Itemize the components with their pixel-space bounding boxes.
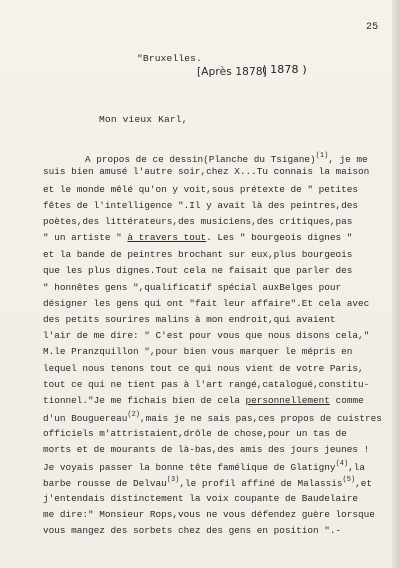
line-text: , je me — [328, 154, 368, 165]
line-text: désigner les gens qui ont "fait leur affaire".Et cela avec — [43, 298, 370, 309]
line-text: morts et de mourants de là-bas,des amis des jours jeunes ! — [43, 444, 370, 455]
line-text: lequel nous tenons tout ce qui nous vient de votre Paris, — [43, 363, 364, 374]
line-text: . Les " bourgeois dignes " — [206, 232, 353, 243]
letter-place: "Bruxelles. — [137, 53, 202, 64]
letter-line — [43, 444, 369, 455]
letter-line — [43, 216, 352, 227]
line-text: j'entendais distinctement la voix coupante de Baudelaire — [43, 493, 359, 504]
letter-line — [43, 525, 341, 536]
page-number: 25 — [366, 22, 379, 33]
line-text: ,mais je ne sais pas,ces propos de cuistres — [140, 413, 382, 424]
letter-line — [43, 314, 336, 325]
letter-line — [43, 184, 358, 195]
letter-line — [43, 232, 352, 243]
letter-greeting: Mon vieux Karl, — [99, 114, 188, 125]
letter-line — [43, 166, 369, 177]
line-text: tionnel."Je me fichais bien de cela — [43, 395, 246, 406]
footnote-mark: (3) — [166, 476, 180, 484]
letter-line — [43, 346, 352, 357]
footnote-mark: (5) — [342, 476, 356, 484]
line-text: Je voyais passer la bonne tête famélique de Glatigny — [43, 462, 336, 473]
letter-line — [43, 428, 347, 439]
letter-line — [43, 493, 358, 504]
letter-line — [43, 298, 369, 309]
line-text: comme — [329, 395, 364, 406]
line-text: l'air de me dire: " C'est pour vous que nous disons cela," — [43, 330, 370, 341]
underlined-text: personnellement — [245, 395, 330, 406]
line-text: tout ce qui ne tient pas à l'art rangé,catalogué,constitu- — [43, 379, 370, 390]
letter-line — [43, 330, 369, 341]
letter-line — [43, 200, 358, 211]
line-text: des petits sourires malins à mon endroit,qui avaient — [43, 314, 336, 325]
line-text: A propos de ce dessin(Planche du Tsigane) — [85, 154, 316, 165]
line-text: d'un Bouguereau — [43, 413, 128, 424]
line-text: M.le Pranzquillon ",pour bien vous marquer le mépris en — [43, 346, 353, 357]
line-text: officiels m'attristaient,drôle de chose,pour un tas de — [43, 428, 347, 439]
line-text: ,le profil affiné de Malassis — [179, 478, 343, 489]
line-text: suis bien amusé l'autre soir,chez X...Tu connais la maison — [43, 166, 370, 177]
letter-line — [43, 282, 341, 293]
letter-line — [43, 265, 352, 276]
footnote-mark: (4) — [335, 460, 349, 468]
line-text: " un artiste " — [43, 232, 128, 243]
line-text: que les plus dignes.Tout cela ne faisait que parler des — [43, 265, 353, 276]
line-text: poètes,des littérateurs,des musiciens,des critiques,pas — [43, 216, 353, 227]
letter-line — [43, 395, 364, 406]
underlined-text: à travers tout — [127, 232, 207, 243]
line-text: me dire:" Monsieur Rops,vous ne vous défendez guère lorsque — [43, 509, 375, 520]
line-text: ,et — [355, 478, 373, 489]
letter-line — [43, 411, 382, 424]
line-text: et le monde mêlé qu'on y voit,sous prétexte de " petites — [43, 184, 359, 195]
line-text: " honnêtes gens ",qualificatif spécial auxBelges pour — [43, 282, 342, 293]
letter-line — [85, 152, 368, 165]
page-edge — [392, 0, 400, 568]
handwritten-date: ( 1878 ) — [262, 63, 307, 76]
line-text: barbe rousse de Delvau — [43, 478, 167, 489]
line-text: et la bande de peintres brochant sur eux,plus bourgeois — [43, 249, 353, 260]
letter-line — [43, 509, 375, 520]
line-text: fêtes de l'intelligence ".Il y avait là des peintres,des — [43, 200, 359, 211]
date-bracket: [Après 1878] — [197, 66, 267, 78]
footnote-mark: (2) — [127, 411, 140, 419]
footnote-mark: (1) — [315, 152, 329, 160]
letter-line — [43, 476, 372, 489]
line-text: vous mangez des sorbets chez des gens en position ".- — [43, 525, 342, 536]
letter-line — [43, 249, 352, 260]
letter-line — [43, 379, 369, 390]
letter-line — [43, 363, 364, 374]
line-text: ,la — [348, 462, 366, 473]
letter-line — [43, 460, 365, 473]
